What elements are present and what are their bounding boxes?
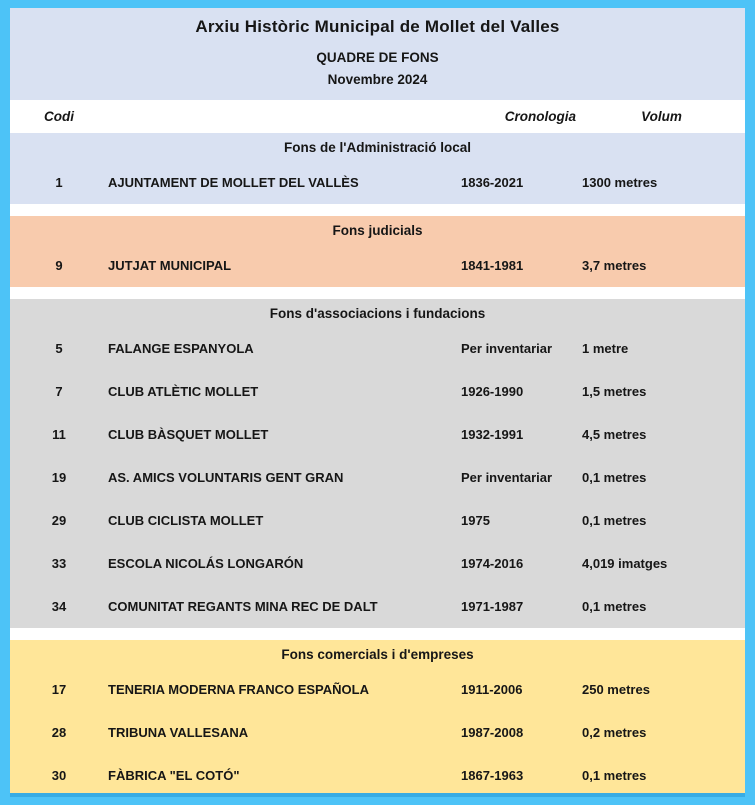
table-row [10, 711, 745, 754]
page-title: Arxiu Històric Municipal de Mollet del Valles [195, 17, 560, 36]
cell-cronologia: 1867-1963 [461, 768, 524, 783]
fons-section-3 [10, 640, 745, 797]
section-title: Fons comercials i d'empreses [281, 647, 474, 662]
cell-name: FÀBRICA "EL COTÓ" [108, 768, 240, 783]
cell-volum: 0,1 metres [582, 470, 647, 485]
cell-name: CLUB ATLÈTIC MOLLET [108, 384, 259, 399]
table-row [10, 456, 745, 499]
cell-codi: 30 [51, 768, 67, 783]
cell-name: COMUNITAT REGANTS MINA REC DE DALT [108, 599, 378, 614]
table-row [10, 370, 745, 413]
cell-cronologia: 1974-2016 [461, 556, 524, 571]
cell-codi: 1 [55, 175, 63, 190]
fons-section-2 [10, 299, 745, 628]
cell-volum: 250 metres [582, 682, 650, 697]
cell-name: AJUNTAMENT DE MOLLET DEL VALLÈS [108, 175, 359, 190]
cell-cronologia: 1911-2006 [461, 682, 523, 697]
table-row [10, 499, 745, 542]
cell-cronologia: 1975 [461, 513, 490, 528]
cell-volum: 4,5 metres [582, 427, 647, 442]
cell-volum: 0,2 metres [582, 725, 647, 740]
table-row [10, 585, 745, 628]
cell-name: TENERIA MODERNA FRANCO ESPAÑOLA [108, 682, 369, 697]
fons-section-1 [10, 216, 745, 287]
fons-table [10, 8, 745, 797]
cell-name: CLUB CICLISTA MOLLET [108, 513, 264, 528]
cell-codi: 28 [51, 725, 67, 740]
cell-cronologia: 1971-1987 [461, 599, 524, 614]
cell-volum: 1,5 metres [582, 384, 647, 399]
cell-name: AS. AMICS VOLUNTARIS GENT GRAN [108, 470, 344, 485]
table-row [10, 754, 745, 797]
section-rows [10, 161, 745, 204]
column-header-volum: Volum [641, 109, 682, 124]
cell-name: ESCOLA NICOLÁS LONGARÓN [108, 556, 304, 571]
sections-container [10, 133, 745, 797]
cell-cronologia: Per inventariar [461, 341, 553, 356]
cell-name: CLUB BÀSQUET MOLLET [108, 427, 269, 442]
section-title: Fons de l'Administració local [284, 140, 471, 155]
cell-volum: 0,1 metres [582, 768, 647, 783]
section-rows [10, 327, 745, 628]
table-row [10, 244, 745, 287]
table-row [10, 327, 745, 370]
section-rows [10, 244, 745, 287]
cell-codi: 34 [51, 599, 67, 614]
cell-cronologia: 1926-1990 [461, 384, 524, 399]
fons-section-0 [10, 133, 745, 204]
column-header-codi: Codi [44, 109, 74, 124]
cell-volum: 1300 metres [582, 175, 658, 190]
section-rows [10, 668, 745, 797]
cell-codi: 9 [55, 258, 63, 273]
cell-codi: 5 [55, 341, 63, 356]
section-title: Fons d'associacions i fundacions [269, 306, 486, 321]
cell-volum: 0,1 metres [582, 513, 647, 528]
cell-name: FALANGE ESPANYOLA [108, 341, 254, 356]
cell-cronologia: 1836-2021 [461, 175, 524, 190]
cell-name: JUTJAT MUNICIPAL [108, 258, 232, 273]
table-row [10, 542, 745, 585]
cell-codi: 17 [51, 682, 67, 697]
cell-codi: 29 [51, 513, 67, 528]
cell-cronologia: Per inventariar [461, 470, 553, 485]
cell-volum: 1 metre [582, 341, 629, 356]
page-subtitle: QUADRE DE FONS [316, 50, 439, 65]
section-title: Fons judicials [332, 223, 423, 238]
cell-codi: 7 [55, 384, 63, 399]
cell-codi: 11 [52, 427, 66, 442]
table-row [10, 413, 745, 456]
cell-cronologia: 1987-2008 [461, 725, 524, 740]
cell-codi: 19 [51, 470, 67, 485]
table-row [10, 161, 745, 204]
table-row [10, 668, 745, 711]
cell-volum: 3,7 metres [582, 258, 647, 273]
cell-name: TRIBUNA VALLESANA [108, 725, 249, 740]
cell-codi: 33 [51, 556, 67, 571]
cell-cronologia: 1841-1981 [461, 258, 524, 273]
cell-volum: 4,019 imatges [582, 556, 668, 571]
page-date: Novembre 2024 [327, 72, 428, 87]
column-header-cronologia: Cronologia [504, 109, 576, 124]
column-header-row [10, 100, 745, 133]
document-header [10, 8, 745, 100]
cell-cronologia: 1932-1991 [461, 427, 524, 442]
cell-volum: 0,1 metres [582, 599, 647, 614]
